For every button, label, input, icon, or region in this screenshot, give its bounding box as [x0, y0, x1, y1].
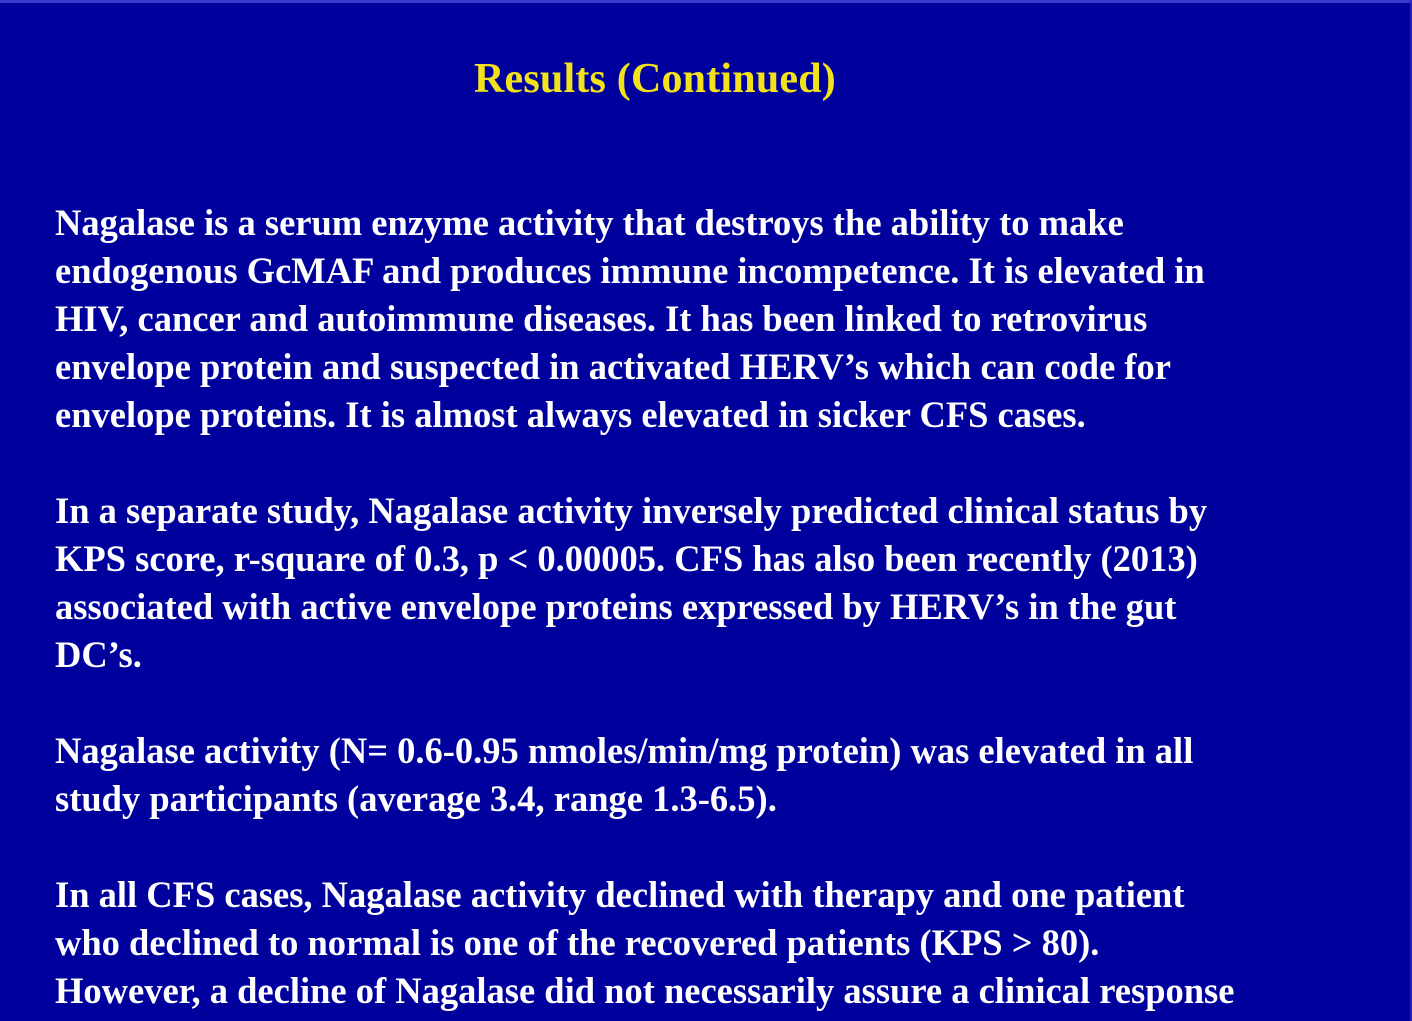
paragraph-cfs-cases: In all CFS cases, Nagalase activity declined with therapy and one patient who declined to normal is one of the recovered patients (KPS > 80). However, a decline of Nagalase did not necessarily assure a clinical response: [55, 874, 1235, 1011]
slide-body: [55, 199, 1375, 1021]
paragraph-nagalase-definition: Nagalase is a serum enzyme activity that destroys the ability to make endogenous GcMAF and produces immune incompetence. It is elevated in HIV, cancer and autoimmune diseases. It has been linked to retrovirus envelope protein and suspected in activated HERV’s which can code for envelope proteins. It is almost always elevated in sicker CFS cases.: [55, 202, 1205, 435]
slide-title: Results (Continued): [473, 56, 836, 102]
paragraph-nagalase-activity: Nagalase activity (N= 0.6-0.95 nmoles/min/mg protein) was elevated in all study participants (average 3.4, range 1.3-6.5).: [55, 730, 1194, 819]
paragraph-separate-study: In a separate study, Nagalase activity inversely predicted clinical status by KPS score, r-square of 0.3, p < 0.00005. CFS has also been recently (2013) associated with active envelope proteins expressed by HERV’s in the gut DC’s.: [55, 490, 1208, 675]
